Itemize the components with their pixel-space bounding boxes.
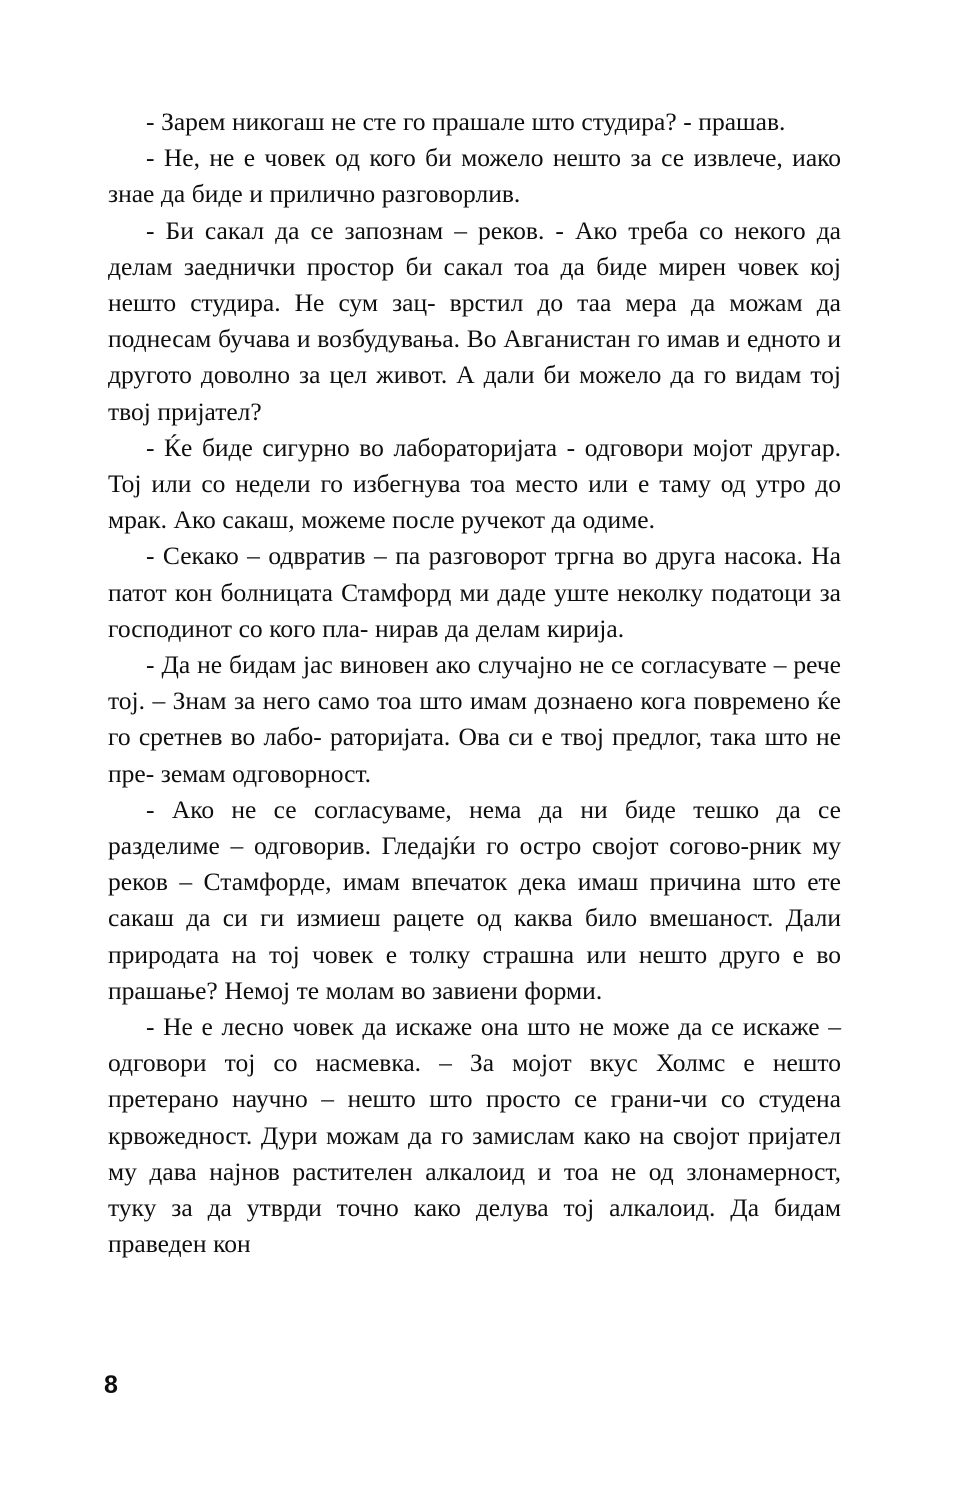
paragraph: - Не е лесно човек да искаже она што не може да се искаже – одговори тој со насмевка. – За мојот вкус Холмс е нешто претерано научно – нешто што просто се грани-чи со студена крвожедност. Дури можам да го замислам како на својот пријател му дава најнов растителен алкалоид и тоа не од злонамерност, туку за да утврди точно како делува тој алкалоид. Да бидам праведен кон	[108, 1012, 841, 1259]
paragraph: - Зарем никогаш не сте го прашале што студира? - прашав.	[146, 107, 786, 136]
paragraph: - Да не бидам јас виновен ако случајно не се согласувате – рече тој. – Знам за него само тоа што имам дознаено кога повремено ќе го сретнев во лабо- раторијата. Ова си е твој предлог, така што не пре- земам одговорност.	[108, 650, 841, 788]
paragraph: - Ако не се согласуваме, нема да ни биде тешко да се разделиме – одговорив. Гледајќи го остро својот согово-рник му реков – Стамфорде, имам впечаток дека имаш причина што ете сакаш да си ги измиеш рацете од каква било вмешаност. Дали природата на тој човек е толку страшна или нешто друго е во прашање? Немој те молам во завиени форми.	[108, 794, 841, 1005]
paragraph: - Би сакал да се запознам – реков. - Ако треба со некого да делам заеднички простор би сакал тоа да биде мирен човек кој нешто студира. Не сум зац- врстил до таа мера да можам да поднесам бучава и возбудувања. Во Авганистан го имав и едното и другото доволно за цел живот. А дали би можело да го видам тој твој пријател?	[108, 215, 841, 426]
paragraph: - Не, не е човек од кого би можело нешто за се извлече, иако знае да биде и прилично разговорлив.	[108, 143, 841, 209]
paragraph: - Секако – одвратив – па разговорот тргна во друга насока. На патот кон болницата Стамфорд ми даде уште неколку податоци за господинот со кого пла- нирав да делам кирија.	[108, 541, 841, 643]
paragraph: - Ќе биде сигурно во лабораторијата - одговори мојот другар. Тој или со недели го избегнува тоа место или е таму од утро до мрак. Ако сакаш, можеме после ручекот да одиме.	[108, 432, 841, 535]
page-number: 8	[104, 1371, 118, 1399]
page-body-text	[108, 104, 841, 1263]
